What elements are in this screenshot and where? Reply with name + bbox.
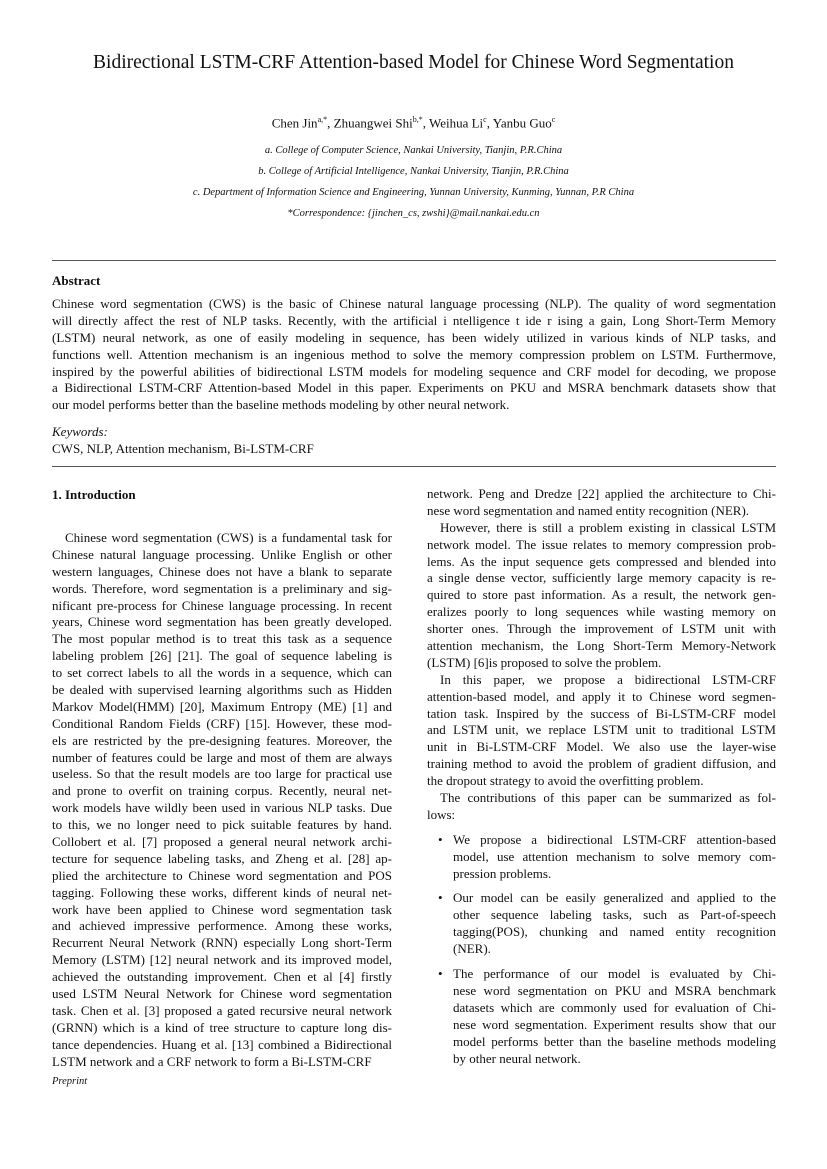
text-line: tagging(POS), chunking and named entity recognition	[453, 924, 776, 940]
text-line: tation task. Inspired by the success of Bi-LSTM-CRF model	[427, 705, 776, 721]
text-line: and achieved impressive performence. Among these works,	[52, 918, 392, 934]
text-line: labeling problem [26] [21]. The goal of sequence labeling is	[52, 648, 392, 664]
text-line: Memory (LSTM) [12] neural network and its improved model,	[52, 952, 392, 968]
text-line: work have been applied to Chinese word segmentation task	[52, 901, 392, 917]
keywords: CWS, NLP, Attention mechanism, Bi-LSTM-CRF	[52, 441, 314, 456]
text-line: network. Peng and Dredze [22] applied the architecture to Chi-	[427, 486, 776, 501]
text-line: LSTM network and a CRF network to form a Bi-LSTM-CRF	[52, 1053, 372, 1069]
text-line: However, there is still a problem existing in classical LSTM	[440, 519, 776, 535]
text-line: The performance of our model is evaluated by Chi-	[453, 966, 776, 982]
text-line: In this paper, we propose a bidirectional LSTM-CRF	[440, 671, 776, 687]
author-name: Chen Jin	[271, 115, 318, 131]
text-line: (LSTM) neural network, as one of easily modeling in sequence, has been widely utilized in various kinds of NLP tasks, and	[52, 329, 776, 345]
text-line: years, Chinese word segmentation has been greatly developed.	[52, 614, 392, 630]
text-line: Conditional Random Fields (CRF) [15]. However, these mod-	[52, 715, 392, 731]
text-line: nese word segmentation. Experiment results show that our	[453, 1016, 776, 1032]
text-line: We propose a bidirectional LSTM-CRF attention-based	[453, 831, 776, 847]
divider-bottom	[52, 466, 776, 467]
affiliation-b: b. College of Artificial Intelligence, Nankai University, Tianjin, P.R.China	[258, 166, 569, 177]
text-line: training method to avoid the problem of gradient diffusion, and	[427, 756, 776, 772]
text-line: lems. As the input sequence gets compressed and blended into	[427, 553, 776, 569]
text-line: tance dependencies. Huang et al. [13] combined a Bidirectional	[52, 1036, 392, 1052]
text-line: used LSTM Neural Network for Chinese word segmentation	[52, 986, 392, 1002]
author-list: Chen Jin$^{a,*}$, Zhuangwei Shi$^{b,*}$, Weihua Li$^c$, Yanbu Guo$^c$	[271, 115, 556, 131]
abstract-heading: Abstract	[52, 273, 101, 288]
section-heading-introduction: 1. Introduction	[52, 487, 136, 502]
text-line: words. Therefore, word segmentation is a preliminary and sig-	[52, 580, 392, 596]
text-line: attention-based model, and apply it to Chinese word segmen-	[427, 688, 776, 704]
text-line: other sequence labeling tasks, such as Part-of-speech	[453, 907, 776, 923]
text-line: Chinese word segmentation (CWS) is a fundamental task for	[65, 530, 392, 545]
text-line: by other neural network.	[453, 1050, 581, 1066]
text-line: Markov Model(HMM) [20], Maximum Entropy (ME) [1] and	[52, 698, 392, 714]
text-line: and prone to overfit on training corpus. Recently, neural net-	[52, 783, 392, 799]
bullet-icon: •	[438, 831, 443, 847]
text-line: will directly affect the rest of NLP tasks. Recently, with the artificial i ntelligence t ide r ising a gain, Long Short-Term Memory	[52, 312, 776, 328]
text-line: nese word segmentation and named entity recognition (NER).	[427, 502, 750, 518]
text-line: our model performs better than the baseline methods modeling by other neural network.	[52, 397, 510, 413]
text-line: model performs better than the baseline methods modeling	[453, 1033, 776, 1049]
text-line: attention mechanism, the Long Short-Term Memory-Network	[427, 638, 776, 654]
text-line: (NER).	[453, 941, 491, 957]
text-line: nificant pre-process for Chinese language processing. In recent	[52, 597, 392, 613]
author-affiliation-mark: a,*	[317, 115, 328, 124]
text-line: be dealed with supervised learning algorithms such as Hidden	[52, 682, 392, 698]
text-line: (GRNN) which is a kind of tree structure to capture long dis-	[52, 1019, 392, 1035]
affiliation-c: c. Department of Information Science and Engineering, Yunnan University, Kunming, Yunnan, P.R China	[192, 187, 635, 198]
text-line: els are restricted by the pre-designing features. Moreover, the	[52, 732, 392, 748]
bullet-icon: •	[438, 890, 443, 906]
author-name: Weihua Li	[428, 115, 484, 131]
author-affiliation-mark: c	[483, 115, 487, 124]
text-line: inspired by the powerful abilities of bidirectional LSTM models for modeling sequence and CRF model for decoding, we propose	[52, 363, 776, 379]
text-line: tagging. Following these works, different kinds of neural net-	[52, 884, 392, 900]
text-line: useless. So that the result models are too large for practical use	[52, 766, 392, 782]
author-name: Zhuangwei Shi	[333, 115, 413, 131]
affiliation-a: a. College of Computer Science, Nankai University, Tianjin, P.R.China	[264, 145, 563, 156]
text-line: The contributions of this paper can be summarized as fol-	[440, 790, 776, 806]
text-line: Collobert et al. [7] proposed a general neural network archi-	[52, 834, 392, 850]
text-line: achieved the outstanding improvement. Chen et al [4] firstly	[52, 969, 392, 985]
text-line: Our model can be easily generalized and applied to the	[453, 890, 776, 906]
text-line: (LSTM) [6]is proposed to solve the problem.	[427, 654, 662, 670]
text-line: datasets which are commonly used for evaluation of Chi-	[453, 999, 776, 1015]
text-line: nese word segmentation on PKU and MSRA benchmark	[453, 982, 776, 998]
text-line: to set correct labels to all the words in a sequence, which can	[52, 665, 392, 681]
text-line: a single dense vector, sufficiently large memory capacity is re-	[427, 570, 776, 586]
author-affiliation-mark: b,*	[412, 115, 423, 124]
text-line: quired to store past information. As a result, the network gen-	[427, 587, 776, 603]
text-line: work models have wildly been used in various NLP tasks. Due	[52, 800, 392, 816]
contribution-bullet	[427, 832, 776, 883]
left-column	[52, 530, 392, 1071]
abstract-body	[52, 296, 776, 414]
right-column	[427, 486, 776, 1067]
text-line: the dropout strategy to avoid the overfitting problem.	[427, 773, 704, 789]
text-line: western languages, Chinese does not have a blank to separate	[52, 563, 392, 579]
text-line: shorter ones. Through the improvement of LSTM unit with	[427, 621, 776, 637]
footer-preprint: Preprint	[52, 1076, 88, 1087]
text-line: plied the architecture to Chinese word segmentation and POS	[52, 867, 392, 883]
paper-title: Bidirectional LSTM-CRF Attention-based Model for Chinese Word Segmentation	[93, 52, 734, 73]
text-line: pression problems.	[453, 865, 552, 881]
text-line: unit in Bi-LSTM-CRF Model. We also use the layer-wise	[427, 739, 776, 755]
author-name: Yanbu Guo	[492, 115, 552, 131]
contribution-bullet	[427, 890, 776, 958]
text-line: number of features could be large and most of them are always	[52, 749, 392, 765]
correspondence: *Correspondence: {jinchen_cs, zwshi}@mail.nankai.edu.cn	[287, 208, 540, 219]
bullet-icon: •	[438, 966, 443, 982]
author-affiliation-mark: c	[551, 115, 556, 124]
text-line: Recurrent Neural Network (RNN) especially Long short-Term	[52, 935, 392, 951]
contribution-bullet	[427, 966, 776, 1067]
text-line: functions well. Attention mechanism is an ingenious method to solve the memory compression problem on LSTM. Furthermove,	[52, 346, 776, 362]
text-line: Chinese word segmentation (CWS) is the basic of Chinese natural language processing (NLP). The quality of word segmentation	[52, 296, 776, 311]
text-line: The most popular method is to treat this task as a sequence	[52, 631, 392, 647]
text-line: and LSTM unit, we replace LSTM unit to traditional LSTM	[427, 722, 776, 738]
text-line: task. Chen et al. [3] proposed a gated recursive neural network	[52, 1002, 392, 1018]
text-line: Chinese natural language processing. Unlike English or other	[52, 546, 392, 562]
text-line: tecture for sequence labeling tasks, and Zheng et al. [28] ap-	[52, 850, 392, 866]
text-line: to this, we no longer need to pick suitable features by hand.	[52, 817, 392, 833]
text-line: a Bidirectional LSTM-CRF Attention-based Model in this paper. Experiments on PKU and MSRA benchmark datasets show that	[52, 380, 776, 396]
keywords-label: Keywords:	[52, 424, 108, 439]
text-line: eralizes poorly to long sequences while wasting memory on	[427, 604, 776, 620]
text-line: lows:	[427, 806, 456, 822]
text-line: model, use attention mechanism to solve memory com-	[453, 848, 776, 864]
divider-top	[52, 260, 776, 261]
text-line: network model. The issue relates to memory compression prob-	[427, 536, 776, 552]
